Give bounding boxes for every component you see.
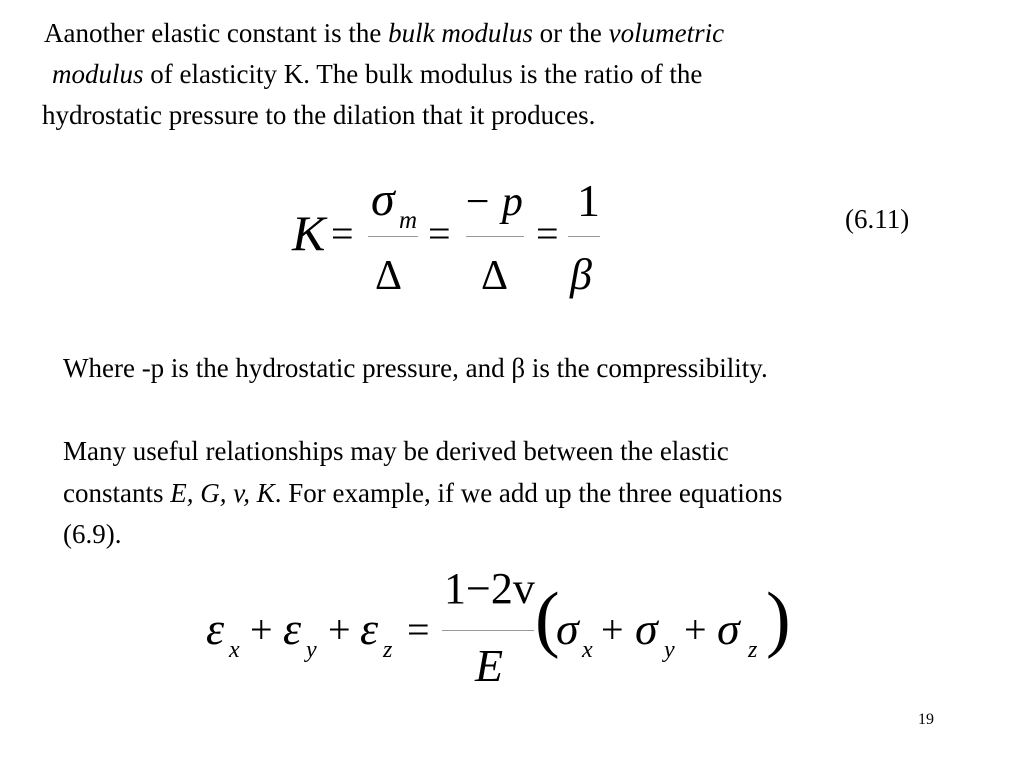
fraction-bar-sum xyxy=(442,630,534,631)
text: of elasticity K. The bulk modulus is the ratio of the xyxy=(143,59,703,89)
eq-one: 1 xyxy=(577,175,600,226)
paragraph-relationships-line2 xyxy=(63,473,782,513)
eq-plus-4: + xyxy=(684,607,707,652)
text: constants xyxy=(63,478,171,508)
page-number: 19 xyxy=(918,711,934,728)
eq-plus-2: + xyxy=(328,607,351,652)
eq-sigma: σ xyxy=(371,173,395,226)
eq-sub-z-2: z xyxy=(748,637,758,663)
eq-epsilon-y: ε xyxy=(283,603,302,654)
paragraph-bulk-modulus-line3 xyxy=(42,95,595,135)
eq-denominator: E xyxy=(475,640,504,691)
paragraph-relationships-line1 xyxy=(63,431,729,471)
eq-sub-z-1: z xyxy=(383,637,393,663)
eq-equals-1: = xyxy=(331,211,354,256)
paragraph-relationships-line3 xyxy=(63,514,121,554)
eq-subscript-m: m xyxy=(399,207,418,234)
eq-delta-1: Δ xyxy=(375,253,403,299)
eq-equals-2: = xyxy=(428,211,451,256)
paragraph-compressibility xyxy=(63,348,768,388)
eq-minus-p: − p xyxy=(463,179,523,225)
eq-epsilon-z: ε xyxy=(360,603,379,654)
term-volumetric: volumetric xyxy=(608,18,725,48)
term-bulk-modulus: bulk modulus xyxy=(388,18,533,48)
constants-list: E, G, v, K xyxy=(170,478,275,508)
eq-sub-y-2: y xyxy=(664,637,675,663)
eq-K: K xyxy=(292,205,326,261)
eq-plus-3: + xyxy=(601,607,624,652)
eq-equals: = xyxy=(407,607,430,652)
text: Aanother elastic constant is the xyxy=(44,18,389,48)
text: (6.9). xyxy=(63,519,122,549)
eq-left-paren: ( xyxy=(535,578,560,660)
text: hydrostatic pressure to the dilation that it produces. xyxy=(42,100,596,130)
eq-beta: β xyxy=(570,250,592,299)
eq-sigma-x: σ xyxy=(556,603,579,654)
eq-sub-x-2: x xyxy=(582,637,593,663)
eq-delta-2: Δ xyxy=(481,253,509,299)
text: . For example, if we add up the three equations xyxy=(274,478,783,508)
eq-plus-1: + xyxy=(250,607,273,652)
eq-sub-y-1: y xyxy=(306,637,317,663)
eq-sigma-y: σ xyxy=(635,603,658,654)
text: Many useful relationships may be derived between the elastic xyxy=(63,436,729,466)
fraction-bar-2 xyxy=(466,236,524,237)
term-modulus: modulus xyxy=(52,59,144,89)
eq-numerator: 1−2v xyxy=(444,564,535,613)
eq-equals-3: = xyxy=(536,211,559,256)
text: or the xyxy=(532,18,609,48)
eq-epsilon-x: ε xyxy=(206,603,225,654)
eq-right-paren: ) xyxy=(766,578,791,660)
paragraph-bulk-modulus-line2 xyxy=(52,54,702,94)
text: Where -p is the hydrostatic pressure, and β is the compressibility. xyxy=(63,353,768,383)
eq-sigma-z: σ xyxy=(717,603,740,654)
equation-number-6-11: (6.11) xyxy=(845,204,910,234)
fraction-bar-1 xyxy=(368,236,418,237)
fraction-bar-3 xyxy=(568,236,600,237)
eq-sub-x-1: x xyxy=(229,637,240,663)
paragraph-bulk-modulus-line1 xyxy=(44,13,724,53)
